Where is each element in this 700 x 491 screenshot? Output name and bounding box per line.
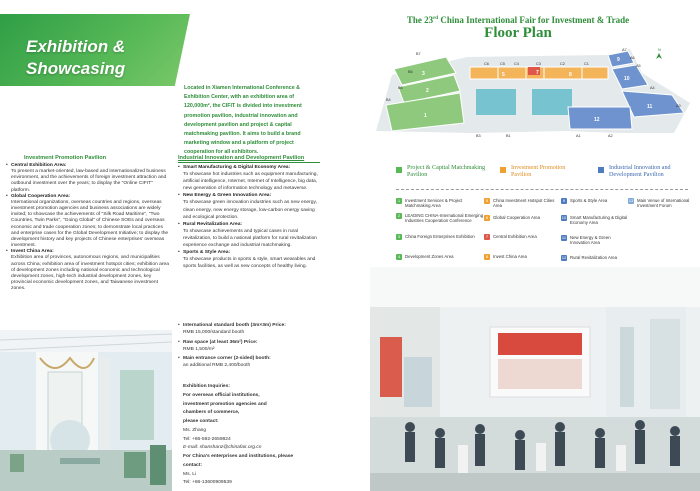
fair-title-suffix: China International Fair for Investment & Trade — [438, 15, 630, 25]
legend-orange-label: Investment Promotion Pavilion — [511, 165, 566, 178]
contact-line-6: contact: — [183, 462, 203, 468]
hall-label-a1: A1 — [576, 134, 581, 138]
area-label: China Foreign Enterprises Exhibition — [405, 234, 475, 239]
area-number-icon: 9 — [562, 198, 566, 203]
area-item — [396, 198, 488, 213]
hall-label-a4: A4 — [650, 86, 655, 90]
area-label: China Investment Hotspot Cities Area — [493, 198, 555, 209]
area-item — [396, 213, 488, 234]
north-arrow-icon — [656, 47, 662, 59]
contact-line-1: For overseas official institutions, — [183, 392, 260, 398]
contact-email[interactable]: E-mail: shanshanz@chinafair.org.cn — [183, 445, 262, 451]
area-item — [484, 254, 560, 264]
area-item — [484, 234, 560, 254]
left-item-2-title: • Global Cooperation Area: — [6, 194, 170, 200]
right-item-1-text: To showcase hot industries such as equipment manufacturing, artificial intelligence, Internet, Internet of Intelligence, big data, new generation of information technology and metaverse. — [183, 172, 318, 192]
hall-label-a6: A6 — [630, 56, 635, 60]
industrial-pavilion-column — [178, 155, 320, 270]
right-item-1 — [178, 164, 320, 192]
right-item-2-title: • New Energy & Green Innovation Area: — [178, 192, 320, 199]
hall-label-b6: B6 — [408, 70, 413, 74]
area-label: Smart Manufacturing & Digital Economy Area — [570, 215, 628, 226]
left-item-1-text: To present a market-oriented, law-based and internationalized business environment, and the achievements of foreign investment attraction and outbound investment over the years; to display the "Online CIFIT" platform. — [11, 169, 167, 193]
right-item-3-text: To showcase achievements and typical cases in rural revitalization, to build a national platform for rural revitalization experience exchange and industrial matchmaking. — [183, 228, 318, 249]
area-item — [561, 215, 631, 235]
hall-label-a3: A3 — [676, 104, 681, 108]
legend-blue-label: Industrial Innovation and Development Pavilion — [609, 165, 671, 178]
floor-plan-title: Floor Plan — [484, 25, 552, 41]
right-item-4-title: • Sports & Style Area: — [178, 249, 320, 256]
booth-corner-label: • Main entrance corner (2-sided) booth: — [178, 355, 318, 362]
area-item — [396, 254, 488, 264]
legend-blue — [598, 165, 690, 179]
banner-line-2: Showcasing — [26, 59, 126, 78]
map-number-8: 8 — [569, 72, 572, 78]
hall-label-c2: C2 — [560, 62, 565, 66]
area-number-icon: 3 — [397, 234, 401, 239]
contact-name-2: Ms. Li — [183, 471, 197, 477]
fair-crowd-photo — [370, 267, 700, 491]
contact-line-4: please contact: — [183, 419, 219, 424]
hall-label-a5: A5 — [636, 64, 641, 68]
left-item-2 — [6, 194, 170, 249]
legend-orange-swatch — [500, 167, 506, 173]
area-number-icon: 6 — [485, 215, 489, 220]
contact-heading: Exhibition Inquiries: — [183, 384, 231, 389]
hall-label-b1: B1 — [506, 134, 511, 138]
floor-plan-map — [372, 45, 692, 145]
area-number-icon: 13 — [628, 198, 634, 203]
area-item — [628, 198, 690, 218]
area-label: Development Zones Area — [405, 254, 454, 259]
north-label: N — [658, 47, 661, 52]
contact-line-3: chambers of commerce, — [183, 410, 240, 416]
booth-standard-label: • International standard booth (3m×3m) Price: — [178, 322, 318, 329]
area-label: Invest China Area — [493, 254, 527, 259]
map-number-10: 10 — [624, 76, 630, 82]
contact-tel-1: Tel: +86-592-2659824 — [183, 436, 231, 442]
area-item — [484, 198, 560, 215]
legend-blue-swatch — [598, 167, 604, 173]
area-number-icon: 1 — [397, 198, 401, 203]
area-number-icon: 4 — [397, 254, 401, 259]
intro-paragraph: Located in Xiamen International Conference & Exhibition Center, with an exhibition area of 120,000m², the CIFIT is divided into investment promotion pavilion, industrial innovation and development pavilion and project & capital matchmaking pavilion. It aims to build a brand marketing window and a platform of project cooperation for all exhibitors. — [184, 85, 302, 156]
booth-raw-price: RMB 1,500/m² — [183, 346, 215, 352]
area-item — [561, 235, 631, 255]
hall-label-b5: B5 — [398, 86, 403, 90]
left-item-3-title: • Invest China Area: — [6, 249, 170, 255]
right-item-4-text: To showcase products in sports & style, smart wearables and sports facilities, as well as new concepts of healthy living. — [183, 257, 316, 270]
area-label: Rural Revitalization Area — [570, 255, 618, 260]
map-number-7: 7 — [536, 70, 539, 76]
booth-raw-label: • Raw space (at least 36m²) Price: — [178, 339, 318, 346]
area-number-icon: 10 — [561, 215, 567, 220]
legend-divider — [396, 189, 688, 190]
right-column-heading: Industrial Innovation and Development Pavilion — [178, 155, 320, 163]
hall-label-c4: C4 — [514, 62, 519, 66]
area-number-icon: 2 — [397, 213, 401, 218]
contact-line-5: For China's enterprises and institutions, please — [183, 454, 294, 459]
hall-label-c6: C6 — [484, 62, 489, 66]
right-item-2 — [178, 192, 320, 220]
right-item-3-title: • Rural Revitalization Area: — [178, 221, 320, 228]
legend-green-swatch — [396, 167, 402, 173]
fair-crowd-illustration — [370, 267, 700, 491]
banner-title — [26, 36, 196, 80]
hall-label-c1: C1 — [584, 62, 589, 66]
area-item — [561, 198, 631, 215]
area-number-icon: 5 — [485, 198, 489, 203]
area-label: Sports & Style Area — [570, 198, 608, 203]
map-number-5: 5 — [502, 72, 505, 78]
left-column — [6, 155, 170, 292]
hall-label-c5: C5 — [500, 62, 505, 66]
legend-orange — [500, 165, 580, 179]
area-label: Investment Services & Project Matchmaking Area — [405, 198, 463, 209]
exhibition-hall-photo — [0, 330, 172, 491]
hall-label-b7: B7 — [416, 52, 421, 56]
fair-title-sup: rd — [433, 16, 439, 21]
hall-label-c3: C3 — [536, 62, 541, 66]
area-item — [484, 215, 560, 234]
orange-area-list — [484, 198, 560, 264]
booth-prices — [178, 322, 318, 372]
area-number-icon: 12 — [561, 255, 567, 260]
hall-label-a2: A2 — [608, 134, 613, 138]
area-label: New Energy & Green Innovation Area — [570, 235, 611, 246]
booth-standard-price: RMB 15,000/standard booth — [183, 330, 245, 336]
booth-corner-price: an additional RMB 2,400/booth — [183, 363, 251, 369]
forum-area-list — [628, 198, 690, 218]
banner-line-1: Exhibition & — [26, 37, 126, 56]
map-number-3: 3 — [422, 71, 425, 77]
area-number-icon: 11 — [561, 235, 567, 240]
hall-label-b3: B3 — [476, 134, 481, 138]
blue-area-list — [561, 198, 631, 269]
left-item-3-text: Exhibition area of provinces, autonomous regions, and municipalities across China; exhibition area of investment hotspot cities; exhibition area of development zones including national economic and technological development zones, high-tech industrial development zones, key provincial economic development zones, and Taiwanese investment zones. — [11, 255, 169, 292]
hall-label-b4: B4 — [386, 98, 391, 102]
exhibition-hall-illustration — [0, 330, 172, 491]
legend-green — [396, 165, 488, 179]
left-item-3 — [6, 249, 170, 292]
green-area-list — [396, 198, 488, 264]
pavilion-legend — [396, 165, 686, 187]
right-item-3 — [178, 221, 320, 249]
left-item-1-title: • Central Exhibition Area: — [6, 163, 170, 169]
contact-tel-2: Tel: +86-13600909539 — [183, 480, 232, 486]
area-label: Global Cooperation Area — [493, 215, 541, 220]
left-column-heading: Investment Promotion Pavilion — [24, 155, 107, 161]
contact-name-1: Ms. Zhang — [183, 427, 207, 433]
right-item-2-text: To showcase green innovation industries such as new energy, clean energy, new energy storage, low-carbon energy saving and ecological protection. — [183, 200, 317, 220]
map-number-11: 11 — [647, 104, 653, 110]
left-item-1 — [6, 163, 170, 194]
right-item-4 — [178, 249, 320, 270]
legend-green-label: Project & Capital Matchmaking Pavilion — [407, 165, 486, 178]
area-number-icon: 7 — [485, 234, 489, 239]
area-label: Central Exhibition Area — [493, 234, 537, 239]
area-label: Main Venue of International Investment Forum — [637, 198, 690, 209]
left-item-2-text: International organizations, overseas countries and regions, overseas investment promotion agencies and business associations are widely invited; to showcase the achievements of "Silk Road Maritime", "Two Countries, Twin Parks", "Going Global" of Chinese SOEs and overseas economic and trade cooperation zones; to demonstrate local practices and enterprise cases for the Global Development Initiative; to display the development history and key projects of Chinese enterprises' overseas investment. — [11, 199, 169, 249]
right-item-1-title: • Smart Manufacturing & Digital Economy Area: — [178, 164, 320, 171]
map-number-9: 9 — [617, 57, 620, 63]
contact-line-2: investment promotion agencies and — [183, 401, 267, 407]
contact-block — [183, 383, 323, 488]
area-item — [396, 234, 488, 254]
area-number-icon: 8 — [485, 254, 489, 259]
map-number-12: 12 — [594, 117, 600, 123]
fair-title-prefix: The 23 — [406, 15, 434, 25]
hall-label-a7: A7 — [622, 48, 627, 52]
map-number-1: 1 — [424, 113, 427, 119]
area-label: LEADING CHINA-International Emerging Industries Cooperation Conference — [405, 213, 484, 224]
map-number-2: 2 — [426, 88, 429, 94]
